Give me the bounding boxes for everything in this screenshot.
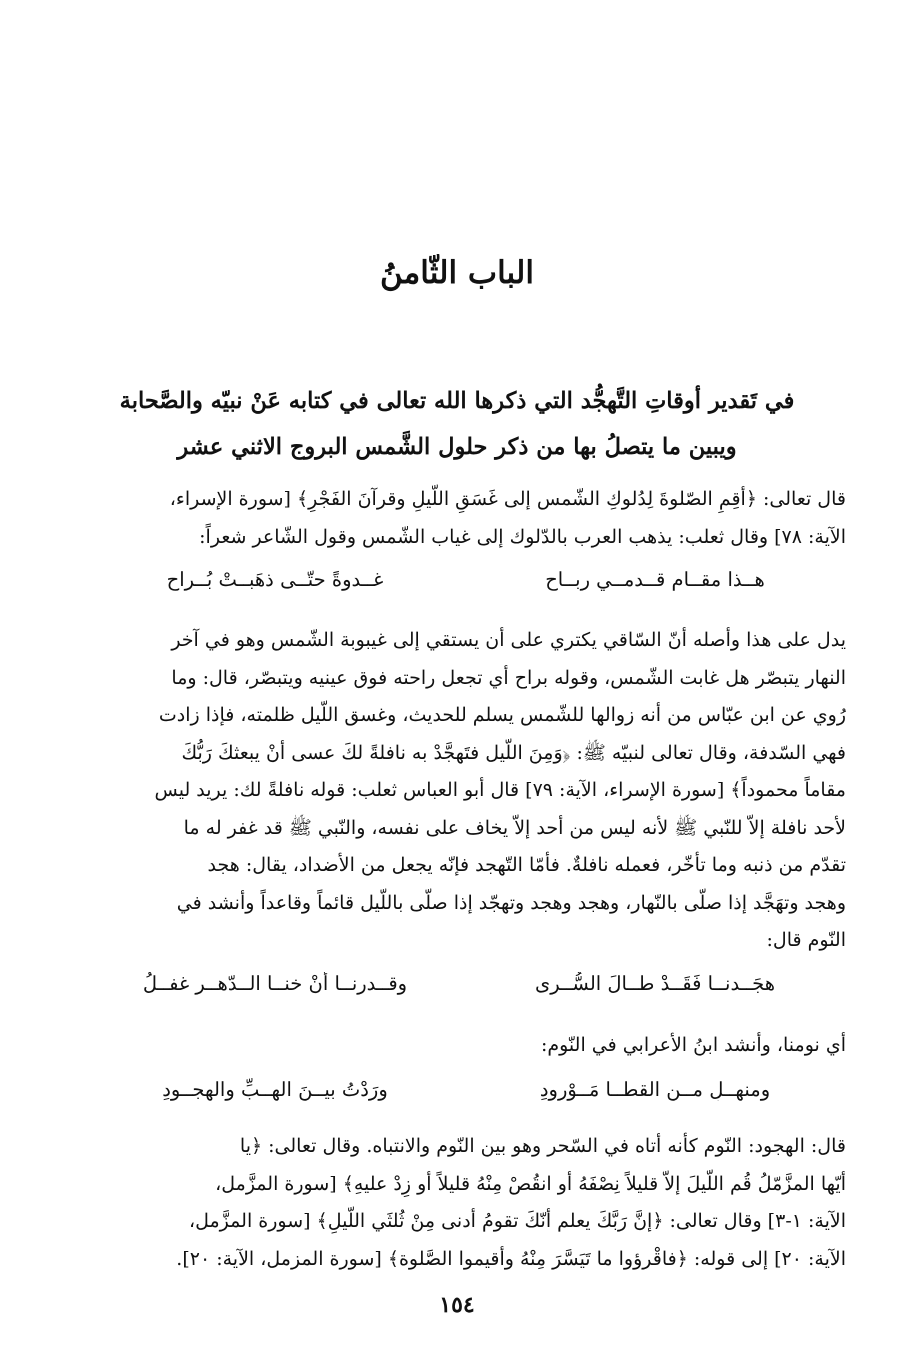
text-line: وهجد وتهَجَّد إذا صلّى بالنّهار، وهجد وهجد وتهجّد إذا صلّى باللّيل قائماً وقاعداً وأنشد في	[176, 891, 846, 914]
paragraph-1	[76, 480, 846, 556]
verse-3	[100, 1078, 830, 1118]
verse-first-hemistich: هــذا مقــام قــدمــي ربــاح	[545, 568, 765, 591]
text-line: الآية: ١-٣] وقال تعالى: ﴿إنَّ رَبَّكَ يعلم أنّكَ تقومُ أدنى مِنْ ثُلثَي اللّيلِ﴾ [سورة المزَّمل،	[188, 1210, 846, 1232]
text-line: تقدّم من ذنبه وما تأخّر، فعمله نافلةٌ. فأمّا التّهجد فإنّه يجعل من الأضداد، يقال: هجد	[207, 854, 846, 876]
verse-1	[100, 568, 830, 608]
text-line: أيّها المزَّمّلُ قُم اللّيلَ إلاّ قليلاً نِصْفَهُ أو انقُصْ مِنْهُ قليلاً أو زِدْ عليهِ﴾ [سورة المزَّمل،	[215, 1172, 846, 1195]
chapter-title: الباب الثّامنُ	[380, 255, 534, 291]
text-line: يدل على هذا وأصله أنّ السّاقي يكتري على أن يستقي إلى غيبوبة الشّمس وهو في آخر	[171, 629, 846, 651]
text-line: قال: الهجود: النّوم كأنه أتاه في السّحر وهو بين النّوم والانتباه. وقال تعالى: ﴿يا	[239, 1135, 846, 1157]
text-line: رُوي عن ابن عبّاس من أنه زوالها للشّمس يسلم للحديث، وغسق اللّيل ظلمته، فإذا زادت	[158, 704, 846, 726]
text-line: أي نومنا، وأنشد ابنُ الأعرابي في النّوم:	[540, 1034, 846, 1056]
text-line: فهي السّدفة، وقال تعالى لنبيّه ﷺ: ﴿وَمِنَ اللّيل فتَهجَّدْ به نافلةً لكَ عسى أنْ يبعثكَ رَبُّكَ	[181, 741, 846, 764]
verse-2	[100, 972, 830, 1012]
text-line: الآية: ٢٠] إلى قوله: ﴿فاقْرؤوا ما تَيَسَّرَ مِنْهُ وأقيموا الصَّلوة﴾ [سورة المزمل، الآية: ٢٠].	[176, 1247, 846, 1270]
paragraph-2	[76, 622, 846, 960]
paragraph-3	[76, 1026, 846, 1064]
text-line: النّوم قال:	[766, 929, 846, 951]
text-line: مقاماً محموداً﴾ [سورة الإسراء، الآية: ٧٩] قال أبو العباس ثعلب: قوله نافلةً لك: يريد ليس	[154, 779, 846, 801]
chapter-subtitle	[80, 378, 834, 470]
verse-second-hemistich: غــدوةً حتّــى ذهَبــتْ بُــراح	[166, 568, 384, 591]
chapter-subtitle-line: ويبين ما يتصلُ بها من ذكر حلول الشَّمس البروج الاثني عشر	[177, 434, 737, 460]
verse-second-hemistich: ورَدْتُ بيــنَ الهــبِّ والهجــودِ	[162, 1078, 388, 1101]
text-line: لأحد نافلة إلاّ للنّبي ﷺ لأنه ليس من أحد إلاّ يخاف على نفسه، والنّبي ﷺ قد غفر له ما	[183, 816, 846, 839]
text-line: الآية: ٧٨] وقال ثعلب: يذهب العرب بالدّلوك إلى غياب الشّمس وقول الشّاعر شعراً:	[199, 526, 846, 548]
page-number: ١٥٤	[439, 1292, 475, 1318]
chapter-subtitle-line: في تَقدير أوقاتِ التَّهجُّد التي ذكرها الله تعالى في كتابه عَنْ نبيّه والصَّحابة	[119, 388, 795, 414]
verse-first-hemistich: هجَــدنــا فَقَــدْ طــالَ السُّــرى	[534, 972, 776, 995]
verse-second-hemistich: وقــدرنــا أنْ خنــا الــدّهــرِ غفــلُ	[142, 972, 408, 995]
text-line: النهار يتبصّر هل غابت الشّمس، وقوله براح أي تجعل راحته فوق عينيه ويتبصّر، قال: وما	[171, 666, 846, 689]
paragraph-4	[76, 1128, 846, 1278]
verse-first-hemistich: ومنهــلٍ مــن القطــا مَــوْرودِ	[539, 1078, 771, 1101]
text-line: قال تعالى: ﴿أقِمِ الصّلوةَ لِدُلوكِ الشّمس إلى غَسَقِ اللّيلِ وقرآنَ الفَجْرِ﴾ [سورة الإسراء،	[169, 488, 846, 510]
